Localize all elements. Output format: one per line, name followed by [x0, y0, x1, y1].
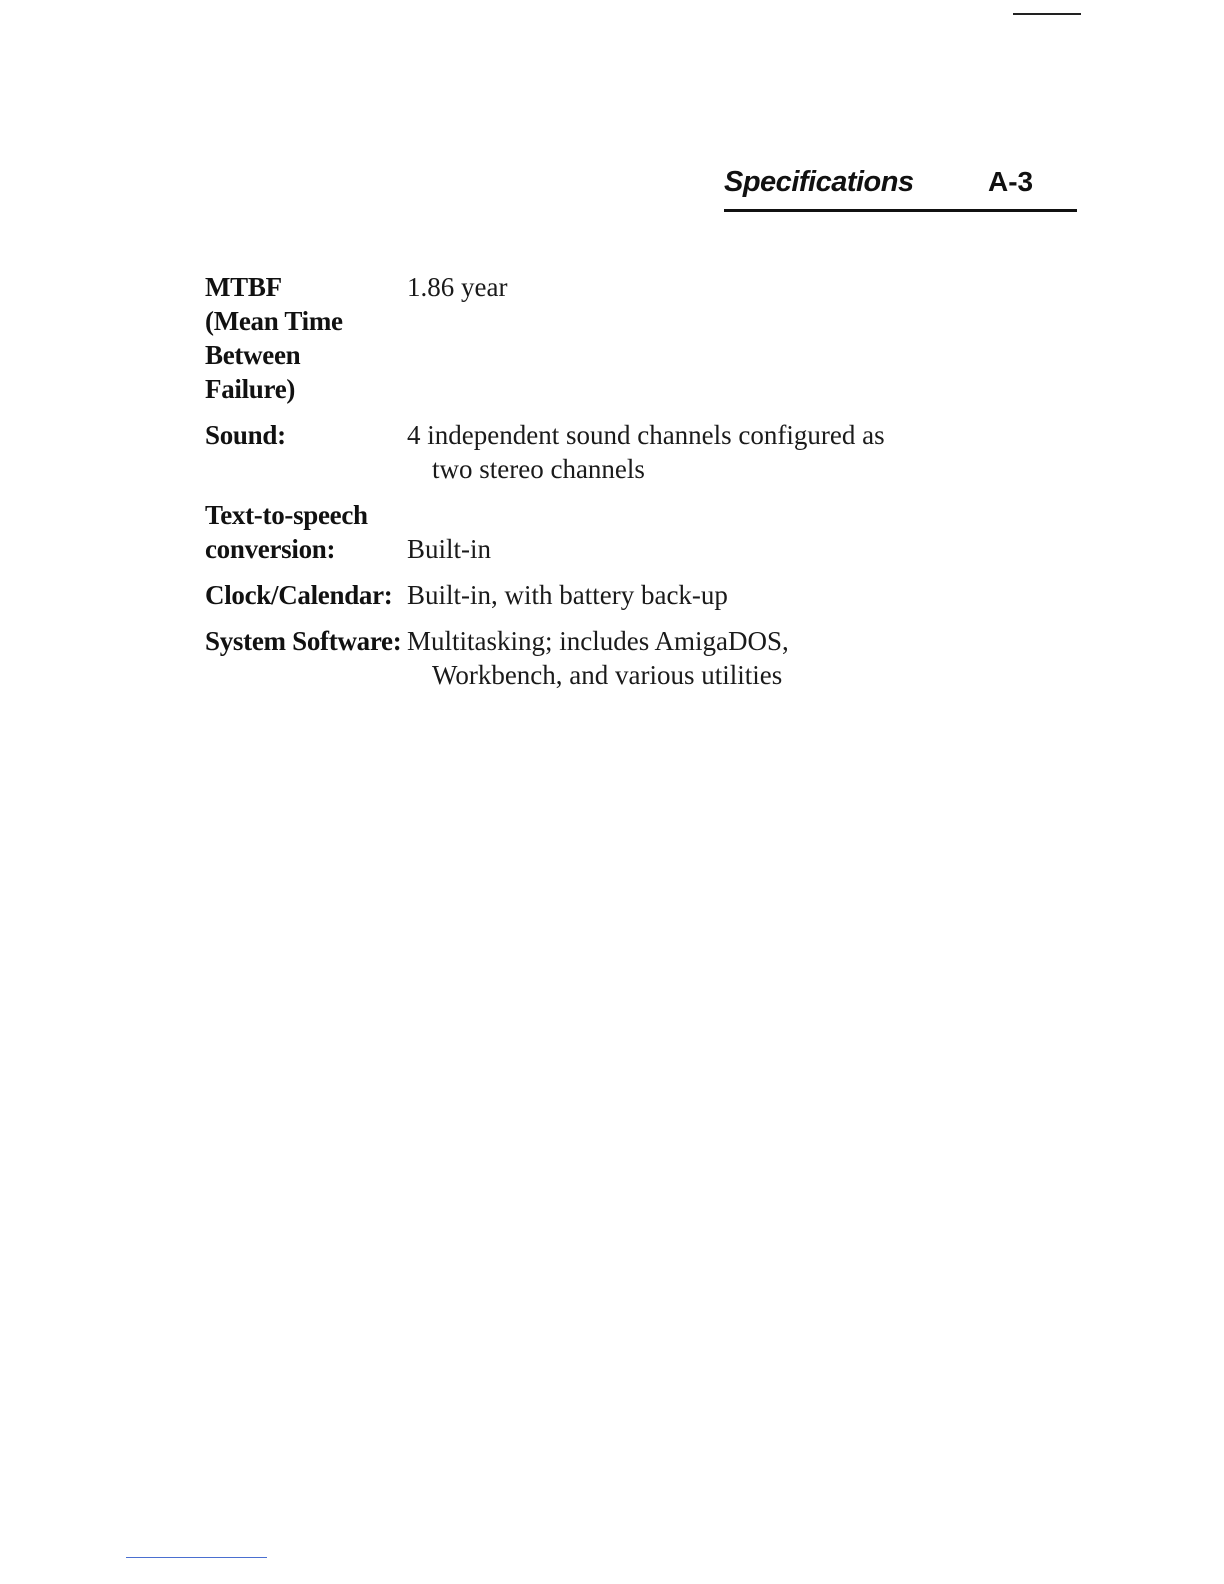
page-header	[724, 162, 1080, 210]
spec-value-line: Built-in, with battery back-up	[407, 580, 728, 610]
spec-row-mtbf	[205, 270, 1025, 406]
spec-row-clock-calendar	[205, 578, 1025, 612]
spec-value	[407, 418, 885, 486]
spec-value-line: two stereo channels	[432, 454, 645, 484]
page-number: A-3	[988, 166, 1034, 197]
spec-row-sound	[205, 418, 1025, 486]
spec-row-system-software	[205, 624, 1025, 692]
bottom-rule	[126, 1557, 267, 1558]
spec-value-line	[407, 498, 491, 532]
top-rule	[1013, 13, 1081, 15]
spec-value	[407, 578, 728, 612]
spec-label: Clock/Calendar:	[205, 580, 393, 610]
spec-value-line: Multitasking; includes AmigaDOS,	[407, 626, 789, 656]
header-rule	[724, 209, 1077, 212]
spec-value-line: 4 independent sound channels configured as	[407, 420, 885, 450]
spec-value-line: Workbench, and various utilities	[432, 660, 783, 690]
spec-value	[407, 498, 491, 566]
spec-list	[205, 270, 1025, 704]
spec-label: MTBF (Mean Time Between Failure)	[205, 272, 343, 404]
spec-value-line: Built-in	[407, 534, 492, 564]
spec-label: System Software:	[205, 626, 402, 656]
spec-value	[407, 624, 789, 692]
spec-value	[407, 270, 507, 304]
spec-label: Sound:	[205, 420, 286, 450]
spec-value-line: 1.86 year	[407, 272, 508, 302]
page-title: Specifications	[724, 166, 914, 198]
spec-row-text-to-speech	[205, 498, 1025, 566]
spec-label: Text-to-speech conversion:	[205, 500, 368, 564]
